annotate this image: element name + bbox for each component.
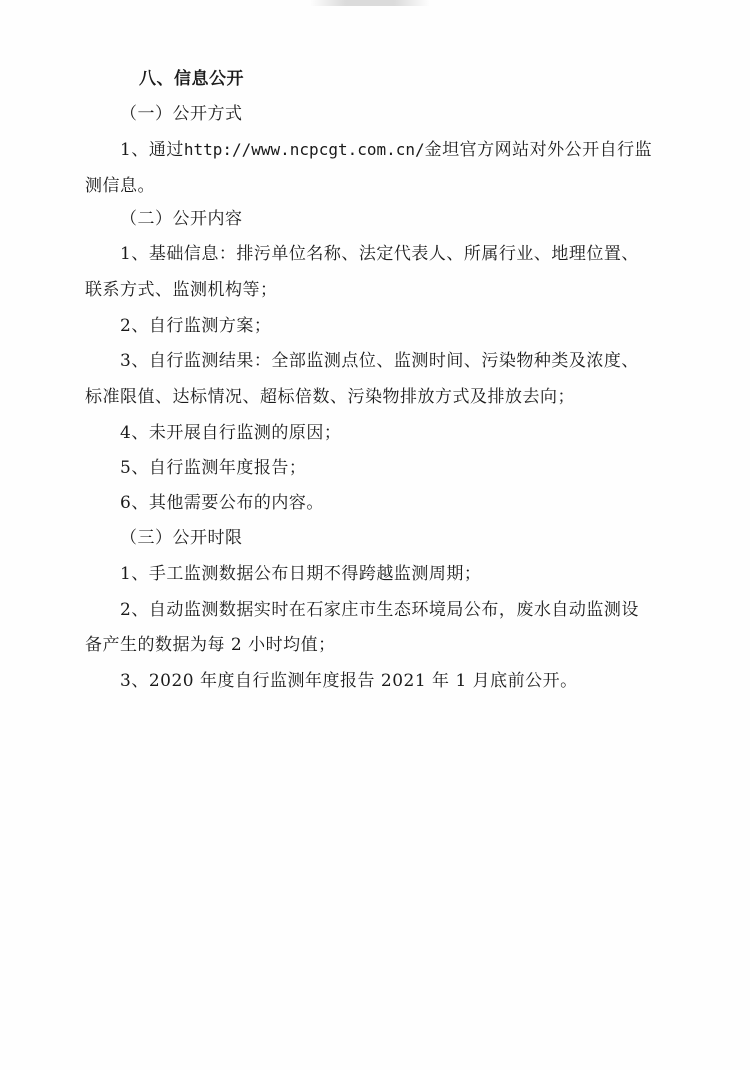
list-item-other: 6、其他需要公布的内容。 xyxy=(120,493,324,513)
website-link: http://www.ncpcgt.com.cn/ xyxy=(183,140,425,159)
section-heading: 八、信息公开 xyxy=(139,69,244,89)
list-item-report-deadline: 3、2020 年度自行监测年度报告 2021 年 1 月底前公开。 xyxy=(120,671,578,691)
list-item-monitoring-plan: 2、自行监测方案； xyxy=(120,316,272,336)
list-item-automatic-data: 2、自动监测数据实时在石家庄市生态环境局公布，废水自动监测设 xyxy=(120,600,639,620)
list-item-manual-data: 1、手工监测数据公布日期不得跨越监测周期； xyxy=(120,564,482,584)
paragraph-disclosure-method xyxy=(120,139,652,161)
paragraph-continuation: 测信息。 xyxy=(85,176,155,196)
list-item-continuation: 标准限值、达标情况、超标倍数、污染物排放方式及排放去向； xyxy=(85,387,575,407)
list-item-continuation: 备产生的数据为每 2 小时均值； xyxy=(85,635,336,655)
subsection-title-disclosure-content: （二）公开内容 xyxy=(120,209,243,229)
list-item-monitoring-results: 3、自行监测结果：全部监测点位、监测时间、污染物种类及浓度、 xyxy=(120,351,639,371)
list-item-basic-info: 1、基础信息：排污单位名称、法定代表人、所属行业、地理位置、 xyxy=(120,244,639,264)
text: 1、通过 xyxy=(120,140,184,160)
subsection-title-disclosure-timeline: （三）公开时限 xyxy=(120,528,243,548)
list-item-continuation: 联系方式、监测机构等； xyxy=(85,280,278,300)
scan-artifact xyxy=(310,0,430,6)
list-item-reason: 4、未开展自行监测的原因； xyxy=(120,423,342,443)
subsection-title-disclosure-method: （一）公开方式 xyxy=(120,104,243,124)
list-item-annual-report: 5、自行监测年度报告； xyxy=(120,458,307,478)
text: 金坦官方网站对外公开自行监 xyxy=(424,140,653,160)
